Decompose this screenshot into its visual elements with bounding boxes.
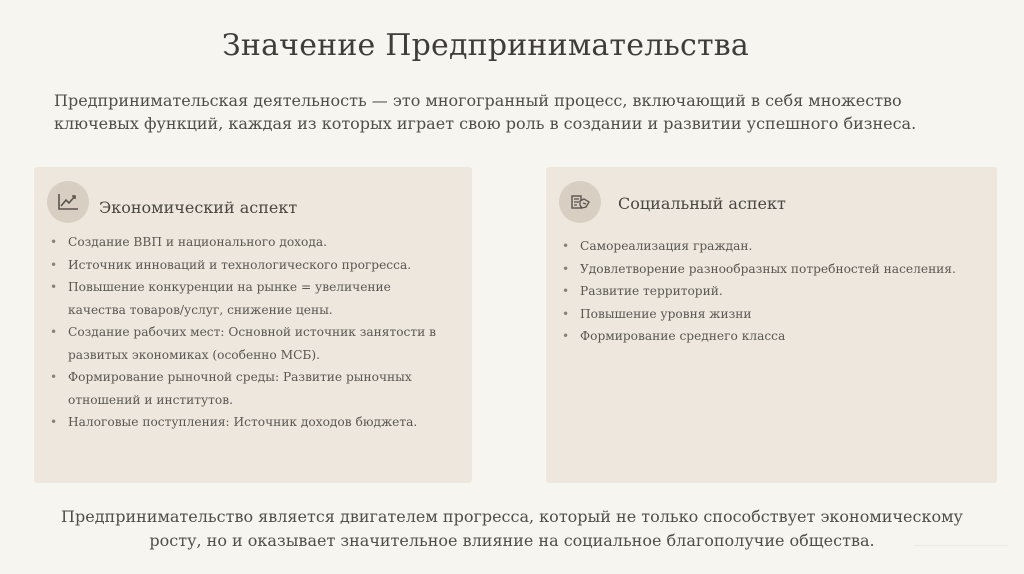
card-title: Социальный аспект — [618, 194, 786, 213]
card-title: Экономический аспект — [99, 198, 298, 217]
list-item: • Развитие территорий. — [562, 280, 982, 303]
list-item: • Источник инноваций и технологического прогресса. — [50, 254, 450, 277]
conclusion-paragraph: Предпринимательство является двигателем прогресса, который не только способствует экономическому росту, но и оказывает значительное влияние на социальное благополучие общества. — [61, 507, 963, 550]
trend-chart-icon — [47, 181, 89, 223]
intro-paragraph: Предпринимательская деятельность — это многогранный процесс, включающий в себя множество ключевых функций, каждая из которых играет свою роль в создании и развитии успешного бизнеса. — [54, 91, 917, 133]
list-item: • Повышение уровня жизни — [562, 303, 982, 326]
divider — [914, 545, 1008, 546]
handshake-icon — [559, 181, 601, 223]
list-item: • Формирование рыночной среды: Развитие рыночных отношений и институтов. — [50, 366, 450, 411]
social-aspect-list — [562, 235, 982, 348]
list-item: • Налоговые поступления: Источник доходов бюджета. — [50, 411, 450, 434]
page-title: Значение Предпринимательства — [222, 28, 749, 63]
list-item: • Удовлетворение разнообразных потребностей населения. — [562, 258, 982, 281]
list-item: • Создание рабочих мест: Основной источник занятости в развитых экономиках (особенно МСБ). — [50, 321, 450, 366]
list-item: • Создание ВВП и национального дохода. — [50, 231, 450, 254]
economic-aspect-card — [34, 167, 472, 483]
social-aspect-card — [546, 167, 997, 483]
list-item: • Формирование среднего класса — [562, 325, 982, 348]
list-item: • Самореализация граждан. — [562, 235, 982, 258]
list-item: • Повышение конкуренции на рынке = увеличение качества товаров/услуг, снижение цены. — [50, 276, 450, 321]
economic-aspect-list — [50, 231, 450, 434]
